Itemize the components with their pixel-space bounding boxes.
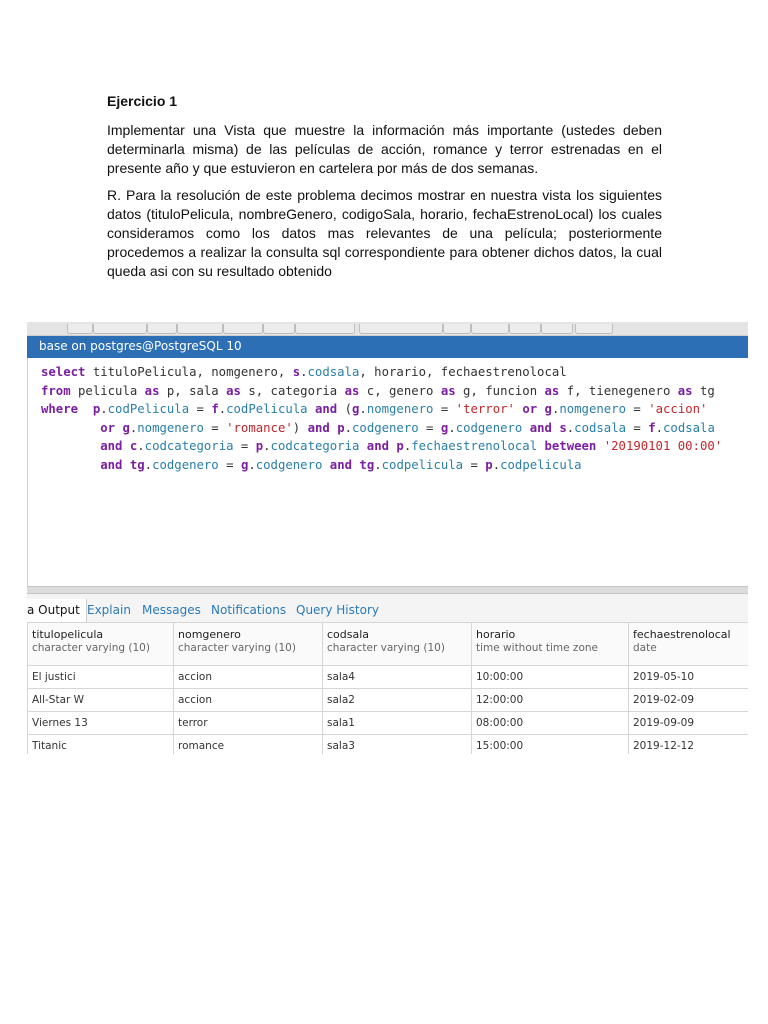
table-cell[interactable]: All-Star W <box>28 689 174 712</box>
connection-title[interactable]: base on postgres@PostgreSQL 10 <box>39 339 242 353</box>
table-cell[interactable]: sala1 <box>323 712 472 735</box>
toolbar-button[interactable] <box>471 324 509 334</box>
table-cell[interactable]: accion <box>174 666 323 689</box>
tab-notifications[interactable]: Notifications <box>211 603 287 617</box>
table-cell[interactable]: sala3 <box>323 735 472 755</box>
column-header[interactable]: nomgenero character varying (10) <box>174 623 323 666</box>
toolbar-button[interactable] <box>177 324 223 334</box>
exercise-heading: Ejercicio 1 <box>107 93 178 109</box>
panel-splitter[interactable] <box>27 586 748 594</box>
table-cell[interactable]: El justici <box>28 666 174 689</box>
sql-line[interactable]: and tg.codgenero = g.codgenero and tg.codpelicula = p.codpelicula <box>100 457 582 472</box>
document-body <box>107 92 662 289</box>
output-tabs <box>27 594 748 622</box>
toolbar-button[interactable] <box>575 324 613 334</box>
column-header[interactable]: horario time without time zone <box>472 623 629 666</box>
table-cell[interactable]: 2019-05-10 <box>629 666 749 689</box>
exercise-statement: Implementar una Vista que muestre la información más importante (ustedes deben determinarla misma) de las películas de acción, romance y terror estrenadas en el presente año y que estuvieron en cartelera por más de dos semanas. <box>107 122 662 176</box>
table-cell[interactable]: terror <box>174 712 323 735</box>
table-cell[interactable]: Viernes 13 <box>28 712 174 735</box>
table-cell[interactable]: 12:00:00 <box>472 689 629 712</box>
toolbar-button[interactable] <box>509 324 541 334</box>
table-cell[interactable]: 2019-09-09 <box>629 712 749 735</box>
table-cell[interactable]: Titanic <box>28 735 174 755</box>
table-cell[interactable]: sala2 <box>323 689 472 712</box>
tab-messages[interactable]: Messages <box>142 603 201 617</box>
table-cell[interactable]: accion <box>174 689 323 712</box>
pgadmin-screenshot <box>27 322 748 754</box>
sql-line[interactable]: and c.codcategoria = p.codcategoria and p.fechaestrenolocal between '20190101 00:00' <box>100 439 723 453</box>
toolbar-button[interactable] <box>541 324 573 334</box>
table-cell[interactable]: 10:00:00 <box>472 666 629 689</box>
toolbar-button[interactable] <box>147 324 177 334</box>
sql-line[interactable]: or g.nomgenero = 'romance') and p.codgenero = g.codgenero and s.codsala = f.codsala <box>100 420 715 435</box>
tab-explain[interactable]: Explain <box>87 603 131 617</box>
table-cell[interactable]: 2019-12-12 <box>629 735 749 755</box>
toolbar-button[interactable] <box>67 324 93 334</box>
toolbar-button[interactable] <box>443 324 471 334</box>
result-header-row <box>28 623 749 666</box>
sql-line[interactable]: select tituloPelicula, nomgenero, s.codsala, horario, fechaestrenolocal <box>41 365 567 379</box>
table-cell[interactable]: 08:00:00 <box>472 712 629 735</box>
query-tab-bar <box>27 336 748 358</box>
tab-data-output[interactable]: a Output <box>27 599 87 623</box>
sql-editor[interactable] <box>27 358 748 586</box>
exercise-answer: R. Para la resolución de este problema decimos mostrar en nuestra vista los siguientes datos (tituloPelicula, nombreGenero, codigoSala, horario, fechaEstrenoLocal) los cuales consideramos como los datos mas relevantes de una película; posteriormente procedemos a realizar la consulta sql correspondiente para obtener dichos datos, la cual queda asi con su resultado obtenido <box>107 187 662 279</box>
column-header[interactable]: titulopelicula character varying (10) <box>28 623 174 666</box>
table-row[interactable] <box>28 689 749 712</box>
table-cell[interactable]: romance <box>174 735 323 755</box>
toolbar-strip <box>27 322 748 336</box>
sql-line[interactable]: from pelicula as p, sala as s, categoria as c, genero as g, funcion as f, tienegenero as tg <box>41 383 715 398</box>
sql-code[interactable] <box>41 363 722 474</box>
table-row[interactable] <box>28 712 749 735</box>
result-grid <box>27 622 748 754</box>
column-header[interactable]: codsala character varying (10) <box>323 623 472 666</box>
toolbar-button[interactable] <box>295 324 355 334</box>
table-row[interactable] <box>28 735 749 755</box>
sql-line[interactable]: where p.codPelicula = f.codPelicula and (g.nomgenero = 'terror' or g.nomgenero = 'accion' <box>41 402 708 416</box>
table-cell[interactable]: sala4 <box>323 666 472 689</box>
toolbar-button[interactable] <box>359 324 443 334</box>
toolbar-button[interactable] <box>93 324 147 334</box>
toolbar-button[interactable] <box>223 324 263 334</box>
table-row[interactable] <box>28 666 749 689</box>
toolbar-button[interactable] <box>263 324 295 334</box>
table-cell[interactable]: 15:00:00 <box>472 735 629 755</box>
tab-query-history[interactable]: Query History <box>296 603 379 617</box>
column-header[interactable]: fechaestrenolocal date <box>629 623 749 666</box>
table-cell[interactable]: 2019-02-09 <box>629 689 749 712</box>
